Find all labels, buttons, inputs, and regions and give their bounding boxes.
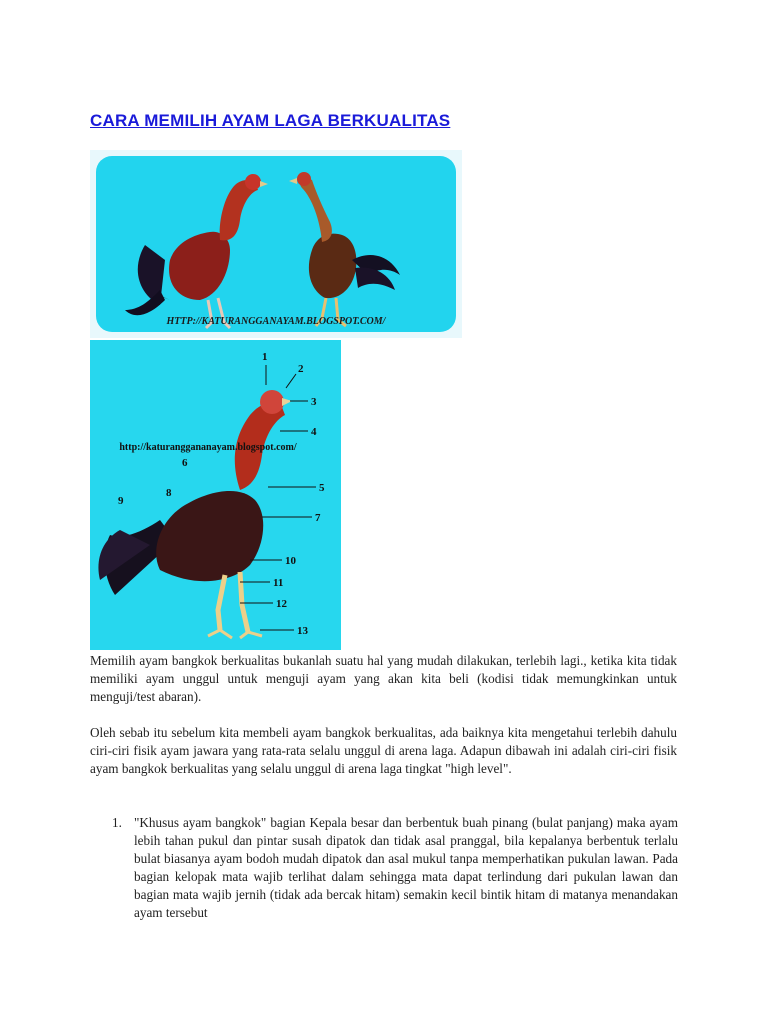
anatomy-label-11: 11 (273, 577, 284, 589)
list-item-text: "Khusus ayam bangkok" bagian Kepala besar dan berbentuk buah pinang (bulat panjang) maka ayam lebih tahan pukul dan pintar susah dipatok dan tidak asal pranggal, bila kepalanya berbentuk terlalu bulat biasanya ayam bodoh mudah dipatok dan asal mukul tanpa memperhatikan pukulan lawan. Pada bagian kelopak mata wajib terlihat dalam sehingga mata dapat terlindung dari pukulan lawan dan bagian mata wajib jernih (tidak ada bercak hitam) semakin kecil bintik hitam di matanya menandakan ayam tersebut (134, 815, 678, 920)
anatomy-label-1: 1 (262, 351, 268, 363)
anatomy-watermark: http://katuranggananayam.blogspot.com/ (119, 442, 297, 453)
second-paragraph: Oleh sebab itu sebelum kita membeli ayam bangkok berkualitas, ada baiknya kita mengetahui terlebih dahulu ciri-ciri fisik ayam jawara yang rata-rata selalu unggul di arena laga. Adapun dibawah ini adalah ciri-ciri fisik ayam bangkok berkualitas yang selalu unggul di arena laga tingkat "high level". (90, 725, 677, 776)
anatomy-label-5: 5 (319, 482, 325, 494)
anatomy-label-7: 7 (315, 512, 321, 524)
article-title[interactable]: CARA MEMILIH AYAM LAGA BERKUALITAS (90, 111, 451, 130)
anatomy-label-4: 4 (311, 426, 317, 438)
anatomy-label-10: 10 (285, 555, 296, 567)
anatomy-label-8: 8 (166, 487, 172, 499)
intro-paragraph: Memilih ayam bangkok berkualitas bukanlah suatu hal yang mudah dilakukan, terlebih lagi., ketika kita tidak memiliki ayam unggul untuk menguji ayam yang akan kita beli (kodisi tidak memungkinkan untuk menguji/test abaran). (90, 653, 677, 704)
rooster-pair-image (90, 150, 462, 338)
anatomy-label-13: 13 (297, 625, 308, 637)
anatomy-label-9: 9 (118, 495, 124, 507)
anatomy-label-2: 2 (298, 363, 304, 375)
list-item-number: 1. (112, 815, 122, 830)
pair-watermark: HTTP://KATURANGGANAYAM.BLOGSPOT.COM/ (166, 316, 386, 327)
anatomy-label-12: 12 (276, 598, 287, 610)
anatomy-label-6: 6 (182, 457, 188, 469)
rooster-anatomy-diagram (90, 340, 341, 650)
anatomy-label-3: 3 (311, 396, 317, 408)
